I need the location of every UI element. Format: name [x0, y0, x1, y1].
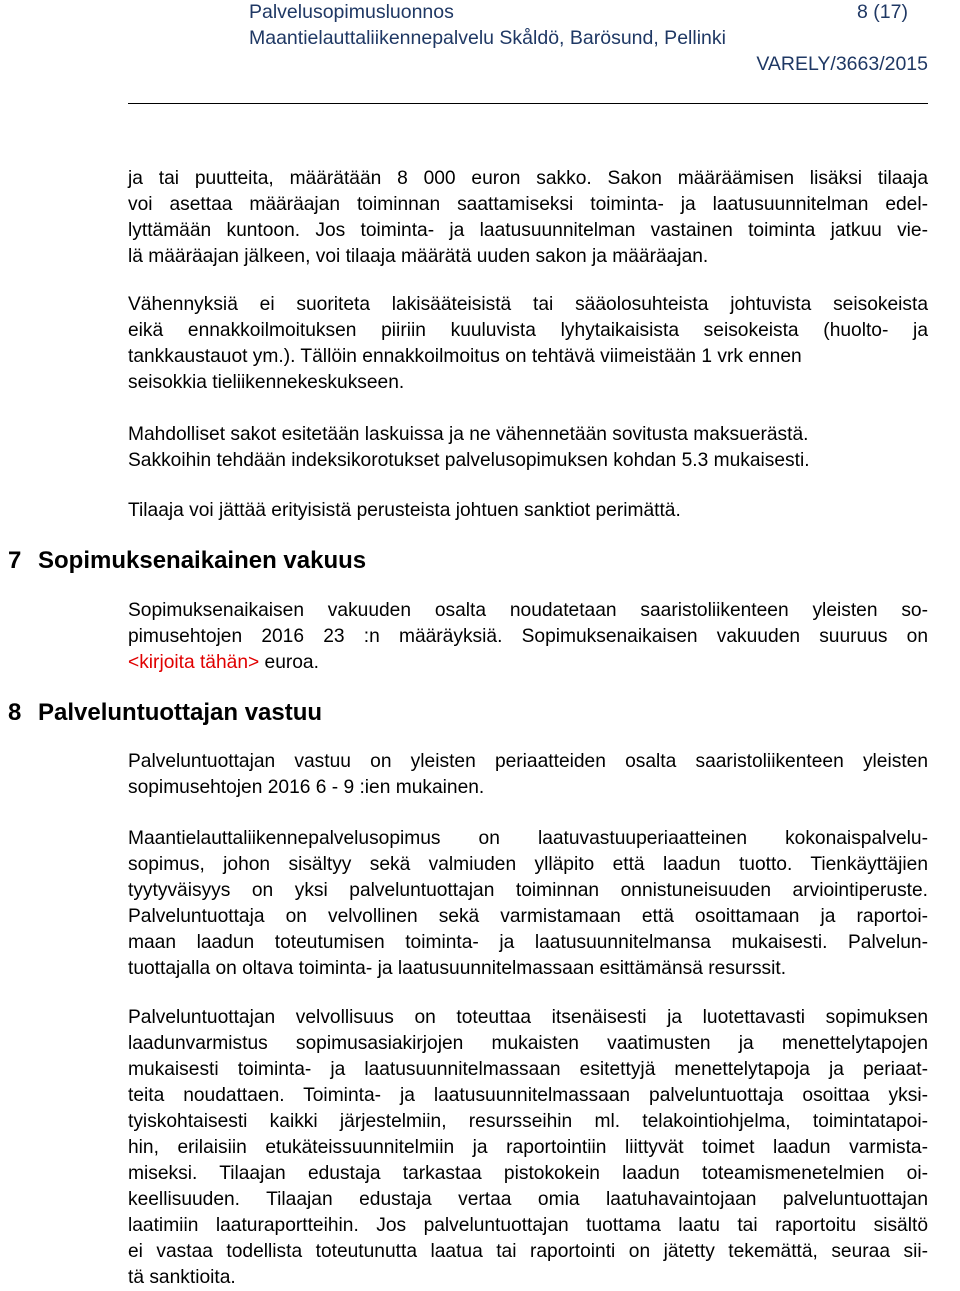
text-line: Palveluntuottajan velvollisuus on toteuttaa itsenäisesti ja luotettavasti sopimuksen	[128, 1007, 928, 1028]
section-heading-8	[8, 698, 322, 728]
paragraph-quality-responsibility	[128, 826, 928, 982]
paragraph-guarantee	[128, 598, 928, 676]
text-line: eikä ennakkoilmoituksen piiriin kuuluvista lyhytaikaisista seisokeista (huolto- ja	[128, 320, 928, 341]
text-line: Sopimuksenaikaisen vakuuden osalta noudatetaan saaristoliikenteen yleisten so-	[128, 600, 928, 621]
section-number: 8	[8, 699, 22, 726]
text-line: Palveluntuottaja on velvollinen sekä varmistamaan että osoittamaan ja raportoi-	[128, 906, 928, 927]
paragraph-invoicing	[128, 422, 928, 474]
paragraph-waiver	[128, 498, 928, 524]
document-title: Palvelusopimusluonnos	[249, 1, 454, 23]
text-line: voi asettaa määräajan toiminnan saattamiseksi toiminta- ja laatusuunnitelman edel-	[128, 194, 928, 215]
text-line: lä määräajan jälkeen, voi tilaaja määrätä uuden sakon ja määräajan.	[128, 246, 709, 267]
text-line	[128, 650, 928, 676]
paragraph-sanctions	[128, 166, 928, 270]
page-number: 8 (17)	[857, 1, 908, 23]
text-line: laatimiin laaturaportteihin. Jos palveluntuottajan tuottama laatu tai raportoitu sisältö	[128, 1215, 928, 1236]
reference-number: VARELY/3663/2015	[756, 53, 928, 75]
text-line: Tilaaja voi jättää erityisistä perusteista johtuen sanktiot perimättä.	[128, 500, 681, 521]
text-line: Vähennyksiä ei suoriteta lakisääteisistä tai sääolosuhteista johtuvista seisokeista	[128, 294, 928, 315]
section-heading-7	[8, 546, 366, 576]
text-line: keellisuuden. Tilaajan edustaja vertaa omia laatuhavaintojaan palveluntuottajan	[128, 1189, 928, 1210]
paragraph-quality-assurance	[128, 1005, 928, 1291]
text-line: Maantielauttaliikennepalvelusopimus on laatuvastuuperiaatteinen kokonaispalvelu-	[128, 828, 928, 849]
text-line: ja tai puutteita, määrätään 8 000 euron sakko. Sakon määräämisen lisäksi tilaaja	[128, 168, 928, 189]
text-line: ei vastaa todellista toteutunutta laatua tai raportointi on jätetty tekemättä, seuraa sii-	[128, 1241, 928, 1262]
paragraph-deductions	[128, 292, 928, 396]
text-line: teita noudattaen. Toiminta- ja laatusuunnitelmassaan palveluntuottaja osoittaa yksi-	[128, 1085, 928, 1106]
text-line: maan laadun toteutumisen toiminta- ja laatusuunnitelmansa mukaisesti. Palvelun-	[128, 932, 928, 953]
text-line: mukaisesti toiminta- ja laatusuunnitelmassaan esitettyjä menettelytapoja ja periaat-	[128, 1059, 928, 1080]
text-line: laadunvarmistus sopimusasiakirjojen mukaisten vaatimusten ja menettelytapojen	[128, 1033, 928, 1054]
paragraph-liability	[128, 749, 928, 801]
text-line: Mahdolliset sakot esitetään laskuissa ja ne vähennetään sovitusta maksuerästä.	[128, 424, 809, 445]
text-line: sopimus, johon sisältyy sekä valmiuden ylläpito että laadun tuotto. Tienkäyttäjien	[128, 854, 928, 875]
section-number: 7	[8, 547, 22, 574]
section-title: Sopimuksenaikainen vakuus	[38, 547, 367, 574]
text-line: tuottajalla on oltava toiminta- ja laatusuunnitelmassaan esittämänsä resurssit.	[128, 958, 787, 979]
text-line: hin, erilaisiin etukäteissuunnitelmiin ja raportointiin liittyvät toimet laadun varmista-	[128, 1137, 928, 1158]
text-line: tyytyväisyys on yksi palveluntuottajan toiminnan onnistuneisuuden arviointiperuste.	[128, 880, 928, 901]
text-line: seisokkia tieliikennekeskukseen.	[128, 372, 405, 393]
text-line: Palveluntuottajan vastuu on yleisten periaatteiden osalta saaristoliikenteen yleisten	[128, 751, 928, 772]
text-line: miseksi. Tilaajan edustaja tarkastaa pistokokein laadun toteamismenetelmien oi-	[128, 1163, 928, 1184]
text-line: lyttämään kuntoon. Jos toiminta- ja laatusuunnitelman vastainen toiminta jatkuu vie-	[128, 220, 928, 241]
service-name: Maantielauttaliikennepalvelu Skåldö, Barösund, Pellinki	[249, 27, 726, 49]
text-line: tyiskohtaisesti kaikki järjestelmiin, resursseihin ml. telakointiohjelma, toimintatapoi-	[128, 1111, 928, 1132]
header-divider	[128, 103, 928, 104]
fill-in-placeholder[interactable]: <kirjoita tähän>	[128, 652, 260, 673]
text-line: pimusehtojen 2016 23 :n määräyksiä. Sopimuksenaikaisen vakuuden suuruus on	[128, 626, 928, 647]
text-line: tankkaustauot ym.). Tällöin ennakkoilmoitus on tehtävä viimeistään 1 vrk ennen	[128, 346, 802, 367]
text-line: tä sanktioita.	[128, 1267, 236, 1288]
text-line: Sakkoihin tehdään indeksikorotukset palvelusopimuksen kohdan 5.3 mukaisesti.	[128, 450, 810, 471]
section-title: Palveluntuottajan vastuu	[38, 699, 323, 726]
text-fragment: euroa.	[259, 652, 319, 673]
text-line: sopimusehtojen 2016 6 - 9 :ien mukainen.	[128, 777, 485, 798]
